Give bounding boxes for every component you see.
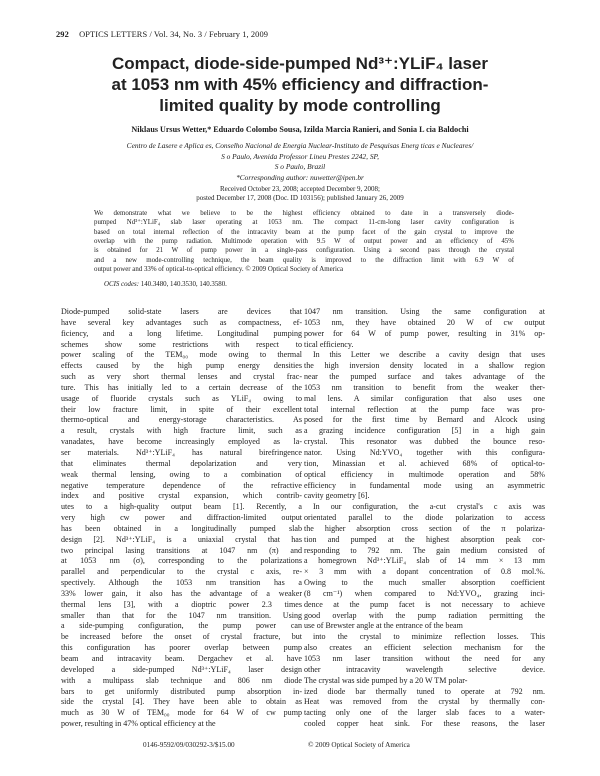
body-text-line: Heat was removed from the crystal by thermally con- xyxy=(304,697,545,707)
affiliation xyxy=(60,141,540,183)
body-text-line: efficiency in fundamental mode using an asymmetric xyxy=(304,480,545,490)
body-text-line: tion, Minassian et al. achieved 68% of optical-to- xyxy=(304,458,545,468)
body-text-line: very high cw power and diffraction-limited output xyxy=(61,513,302,523)
body-text-line: a grazing incidence configuration [5] in a high gain xyxy=(304,426,545,436)
body-text-line: the high inversion density located in a shallow region xyxy=(304,361,545,371)
body-column-left xyxy=(61,307,302,730)
body-text-line: design [2]. Nd³⁺:YLiF₄ is a uniaxial crystal that has xyxy=(61,534,302,544)
body-text-line: tion and pumped at the highest absorption peak cor- xyxy=(304,534,545,544)
body-text-line: tacting only one of the larger slab faces to a water- xyxy=(304,708,545,718)
body-text-line: power for 64 W of pump power, resulting in 31% op- xyxy=(304,328,545,338)
body-text-line: other intracavity wavelength selective device. xyxy=(304,664,545,674)
body-text-line: negative temperature dependence of the refractive xyxy=(61,480,302,490)
abstract-line: overlap with the pump radiation. Multimode operation with 9.5 W of output power and an efficiency of 45% xyxy=(94,238,514,246)
dates-line: posted December 17, 2008 (Doc. ID 103156); published January 26, 2009 xyxy=(196,194,404,202)
article-title xyxy=(60,53,540,116)
body-text-line: use of Brewster angle at the entrance of the beam xyxy=(304,621,463,631)
body-text-line: also creates an efficient selection mechanism for the xyxy=(304,643,545,653)
body-text-line: a homegrown Nd³⁺:YLiF₄ slab of 14 mm × 13 mm xyxy=(304,556,545,566)
body-text-line: such as very short thermal lenses and crystal frac- xyxy=(61,372,302,382)
body-text-line: be increased before the onset of crystal fracture, but xyxy=(61,632,302,642)
body-text-line: nator. Using Nd:YVO₄ together with this configura- xyxy=(304,447,545,457)
page-number: 292 xyxy=(56,30,69,39)
body-text-line: a result, crystals with high fracture limit, such as xyxy=(61,426,302,436)
abstract-line: pumped Nd³⁺:YLiF₄ slab laser operating at 1053 nm. The compact 11-cm-long laser cavity configuration is xyxy=(94,219,514,227)
body-text-line: (8 cm⁻¹) when compared to Nd:YVO₄, grazing inci- xyxy=(304,588,545,598)
body-text-line: with a multipass slab technique and 806 nm diode xyxy=(61,675,302,685)
affiliation-line: S o Paulo, Avenida Professor Lineu Prestes 2242, SP, xyxy=(221,151,379,161)
body-text-line: near the pumped surface and takes advantage of the xyxy=(304,372,545,382)
abstract xyxy=(94,209,514,274)
body-text-line: ized diode bar thermally tuned to operate at 792 nm. xyxy=(304,686,545,696)
body-text-line: into the crystal to minimize reflection losses. This xyxy=(313,632,545,642)
body-text-line: thermo-optical and energy-storage characteristics. As xyxy=(61,415,302,425)
journal-citation: OPTICS LETTERS / Vol. 34, No. 3 / February 1, 2009 xyxy=(79,30,269,39)
body-text-line: at 1053 nm (σ), corresponding to the polarizations xyxy=(61,556,302,566)
body-text-line: cavity geometry [6]. xyxy=(304,491,370,501)
body-text-line: Diode-pumped solid-state lasers are devices that xyxy=(61,307,302,316)
affiliation-line: Centro de Lasere e Aplica es, Conselho Nacional de Energia Nuclear-Instituto de Pesquisas Energ ticas e Nucleares/ xyxy=(126,141,474,150)
body-text-line: total internal reflection at the pump face was pro- xyxy=(304,404,545,414)
body-text-line: power, resulting in 47% optical efficiency at the xyxy=(61,719,216,729)
body-text-line: two principal lasing transitions at 1047 nm (π) and xyxy=(61,545,302,555)
body-text-line: a side-pumping configuration, the pump power can xyxy=(61,621,302,631)
body-text-line: spectively. Although the 1053 nm transition has a xyxy=(61,578,302,588)
body-text-line: responding to 792 nm. The gain medium consisted of xyxy=(304,545,545,555)
body-text-line: In this Letter we describe a cavity design that uses xyxy=(313,350,545,360)
body-text-line: The crystal was side pumped by a 20 W TM polar- xyxy=(304,675,468,685)
body-text-line: dence at the pump facet is not necessary to achieve xyxy=(304,599,545,609)
body-text-line: In our configuration, the a-cut crystal's c axis was xyxy=(313,502,545,512)
body-text-line: ture. This has initially led to a certain decrease of the xyxy=(61,382,302,392)
abstract-line: and a new mode-controlling technique, the beam quality is improved to the diffraction limit with 6.9 W of xyxy=(94,256,514,264)
body-text-line: ficiency, and a long lifetime. Longitudinal pumping xyxy=(61,328,302,338)
body-text-line: 1053 nm transition to benefit from the weaker ther- xyxy=(304,382,545,392)
body-text-line: weak thermal lensing, owing to a combination of xyxy=(61,469,302,479)
ocis-codes xyxy=(104,281,227,288)
title-line: Compact, diode-side-pumped Nd³⁺:YLiF₄ laser xyxy=(112,54,488,73)
body-text-line: developed a side-pumped Nd³⁺:YLiF₄ laser design xyxy=(61,664,302,674)
footer-copyright: © 2009 Optical Society of America xyxy=(308,741,410,749)
abstract-line: output power and 33% of optical-to-optical efficiency. © 2009 Optical Society of America xyxy=(94,266,344,274)
body-text-line: mal lens. A similar configuration that also uses one xyxy=(304,393,545,403)
body-text-line: much as 30 W of TEM₀₀ mode for 64 W of cw pump xyxy=(61,708,302,718)
body-text-line: parallel and perpendicular to the crystal c axis, re- xyxy=(61,567,302,577)
body-text-line: have several key advantages such as compactness, ef- xyxy=(61,317,302,327)
corresponding-author: *Corresponding author: nuwetter@ipen.br xyxy=(236,172,364,182)
author-list: Niklaus Ursus Wetter,* Eduardo Colombo Sousa, Izilda Marcia Ranieri, and Sonia L cia Baldochi xyxy=(131,125,469,134)
running-header xyxy=(56,30,268,39)
body-text-line: orientated parallel to the diode polarization to access xyxy=(304,513,545,523)
body-text-line: 1053 nm, they have obtained 20 W of cw output xyxy=(304,317,545,327)
body-text-line: good overlap with the pump radiation permitting the xyxy=(304,610,545,620)
abstract-line: is obtained for 21 W of pump power in a single-pass configuration. Using a second pass through the crystal xyxy=(94,247,514,255)
body-text-line: 1053 nm laser transition without the need for any xyxy=(304,654,545,663)
body-text-line: optical efficiency in multimode operation and 58% xyxy=(304,469,545,479)
body-text-line: index and positive crystal expansion, which contrib- xyxy=(61,491,302,501)
dates-line: Received October 23, 2008; accepted December 9, 2008; xyxy=(220,185,380,193)
body-text-line: their low fracture limit, in spite of their excellent xyxy=(61,404,302,414)
body-text-line: beam and intracavity beam. Dergachev et al. have xyxy=(61,654,302,663)
body-text-line: has been obtained in a longitudinally pumped slab xyxy=(61,523,302,533)
body-text-line: bars to get uniformly distributed pump absorption in- xyxy=(61,686,302,696)
body-text-line: cooled copper heat sink. For these reasons, the laser xyxy=(304,719,545,729)
body-column-right xyxy=(304,307,545,730)
body-text-line: vanadates, have become increasingly employed as la- xyxy=(61,437,302,447)
body-text-line: usage of fluoride crystals such as YLiF₄ owing to xyxy=(61,393,302,403)
body-text-line: utes to a high-quality output beam [1]. Recently, a xyxy=(61,502,302,512)
body-text-line: crystal. This resonator was dubbed the bounce reso- xyxy=(304,437,545,447)
issn-price: 0146-9592/09/030292-3/$15.00 xyxy=(143,741,235,749)
body-text-line: side the crystal [4]. They have been able to obtain as xyxy=(61,697,302,707)
body-text-line: this configuration has poorer overlap between pump xyxy=(61,643,302,653)
body-text-line: schemes show some restrictions with respect to xyxy=(61,339,302,349)
abstract-line: based on total internal reflection of the intracavity beam at the pump facet of the gain crystal to improve the xyxy=(94,228,514,236)
ocis-label: OCIS codes: xyxy=(104,281,140,288)
abstract-line: We demonstrate what we believe to be the highest efficiency obtained to date in a transversely diode- xyxy=(94,210,514,217)
body-text-line: effects caused by the high pump energy densities xyxy=(61,361,302,371)
affiliation-line: S o Paulo, Brazil xyxy=(274,162,326,171)
body-text-line: posed for the first time by Bernard and Alcock using xyxy=(304,415,545,425)
ocis-values: 140.3480, 140.3530, 140.3580. xyxy=(140,281,227,288)
body-text-line: the higher absorption cross section of the π polariza- xyxy=(304,523,545,533)
body-text-line: power scaling of the TEM₀₀ mode owing to thermal xyxy=(61,350,302,360)
body-text-line: 1047 nm transition. Using the same configuration at xyxy=(304,307,545,316)
body-text-line: 33% lower gain, it also has the advantage of a weaker xyxy=(61,588,302,598)
body-text-line: thermal lens [3], with a dioptric power 2.3 times xyxy=(61,599,302,609)
body-text-line: ser materials. Nd³⁺:YLiF₄ has natural birefringence xyxy=(61,447,302,457)
body-text-line: that eliminates thermal depolarization and very xyxy=(61,458,302,468)
publication-dates xyxy=(60,185,540,203)
body-text-line: Owing to the much smaller absorption coefficient xyxy=(304,578,545,588)
title-line: limited quality by mode controlling xyxy=(159,96,441,115)
body-text-line: × 3 mm with a dopant concentration of 0.8 mol.%. xyxy=(304,567,545,577)
body-text-line: tical efficiency. xyxy=(304,339,354,349)
body-text-line: smaller than that for the 1047 nm transition. Using xyxy=(61,610,302,620)
title-line: at 1053 nm with 45% efficiency and diffraction- xyxy=(111,75,489,94)
